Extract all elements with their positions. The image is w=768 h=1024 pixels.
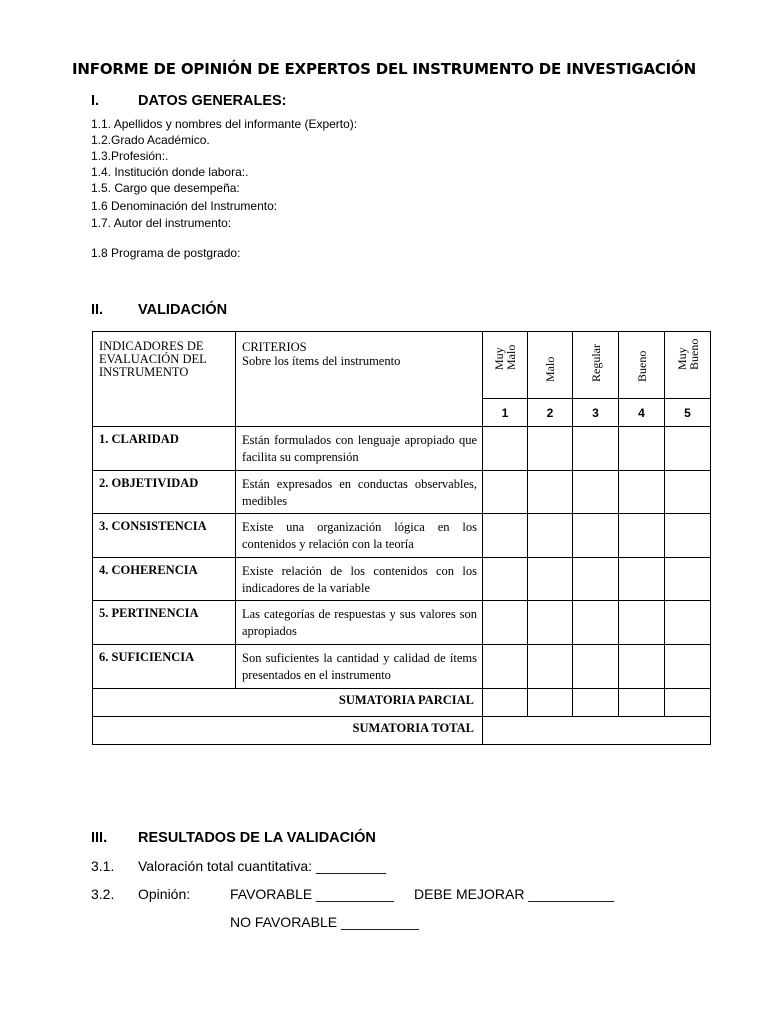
indicator-objetividad: 2. OBJETIVIDAD [93, 471, 236, 514]
rating-cell[interactable] [619, 558, 665, 601]
header-criteria-title: CRITERIOS [242, 340, 307, 354]
rating-cell[interactable] [483, 558, 528, 601]
rating-cell[interactable] [483, 514, 528, 558]
scale-label-regular: Regular [588, 344, 603, 382]
criteria-consistencia: Existe una organización lógica en los contenidos y relación con la teoría [236, 514, 483, 558]
rating-cell[interactable] [619, 427, 665, 471]
criteria-suficiencia: Son suficientes la cantidad y calidad de ítems presentados en el instrumento [236, 645, 483, 689]
scale-header-malo [528, 332, 573, 399]
table-row [93, 427, 711, 471]
rating-cell[interactable] [528, 514, 573, 558]
rating-cell[interactable] [483, 601, 528, 645]
criteria-objetividad: Están expresados en conductas observables, medibles [236, 471, 483, 514]
section-3-title: RESULTADOS DE LA VALIDACIÓN [138, 830, 376, 846]
partial-sum-label: SUMATORIA PARCIAL [93, 689, 483, 717]
field-expert-name: 1.1. Apellidos y nombres del informante (Experto): [91, 117, 358, 131]
scale-label-muy-malo: Muy Malo [492, 344, 518, 370]
criteria-pertinencia: Las categorías de respuestas y sus valores son apropiados [236, 601, 483, 645]
partial-sum-cell[interactable] [483, 689, 528, 717]
rating-cell[interactable] [665, 645, 711, 689]
table-row [93, 645, 711, 689]
table-header-row [93, 332, 711, 399]
scale-header-regular [573, 332, 619, 399]
rating-cell[interactable] [665, 427, 711, 471]
partial-sum-cell[interactable] [619, 689, 665, 717]
header-indicators: INDICADORES DE EVALUACIÓN DEL INSTRUMENTO [93, 332, 236, 427]
rating-cell[interactable] [528, 558, 573, 601]
rating-cell[interactable] [528, 471, 573, 514]
rating-cell[interactable] [573, 601, 619, 645]
header-criteria-subtitle: Sobre los ítems del instrumento [242, 354, 401, 368]
scale-label-bueno: Bueno [634, 350, 649, 382]
criteria-claridad: Están formulados con lenguaje apropiado que facilita su comprensión [236, 427, 483, 471]
scale-number-5: 5 [665, 399, 711, 427]
partial-sum-cell[interactable] [573, 689, 619, 717]
rating-cell[interactable] [665, 601, 711, 645]
scale-number-2: 2 [528, 399, 573, 427]
rating-cell[interactable] [573, 645, 619, 689]
partial-sum-row [93, 689, 711, 717]
rating-cell[interactable] [665, 471, 711, 514]
scale-header-bueno [619, 332, 665, 399]
rating-cell[interactable] [665, 558, 711, 601]
table-row [93, 514, 711, 558]
rating-cell[interactable] [573, 427, 619, 471]
scale-header-muy-bueno [665, 332, 711, 399]
opinion-debe-mejorar[interactable]: DEBE MEJORAR ___________ [414, 886, 614, 902]
field-instrument-author: 1.7. Autor del instrumento: [91, 216, 232, 230]
header-criteria [236, 332, 483, 427]
rating-cell[interactable] [573, 471, 619, 514]
validation-table [92, 331, 711, 745]
rating-cell[interactable] [483, 427, 528, 471]
section-2-number: II. [91, 302, 104, 318]
rating-cell[interactable] [619, 471, 665, 514]
field-institution: 1.4. Institución donde labora:. [91, 165, 249, 179]
scale-number-4: 4 [619, 399, 665, 427]
table-row [93, 601, 711, 645]
total-sum-cell[interactable] [483, 717, 711, 745]
rating-cell[interactable] [483, 471, 528, 514]
indicator-pertinencia: 5. PERTINENCIA [93, 601, 236, 645]
result-3-1-number: 3.1. [91, 858, 115, 874]
rating-cell[interactable] [573, 558, 619, 601]
rating-cell[interactable] [665, 514, 711, 558]
opinion-favorable[interactable]: FAVORABLE __________ [230, 886, 394, 902]
opinion-no-favorable[interactable]: NO FAVORABLE __________ [230, 914, 419, 930]
scale-label-muy-bueno: Muy Bueno [674, 338, 701, 370]
field-instrument-name: 1.6 Denominación del Instrumento: [91, 199, 278, 213]
rating-cell[interactable] [573, 514, 619, 558]
total-sum-row [93, 717, 711, 745]
indicator-coherencia: 4. COHERENCIA [93, 558, 236, 601]
rating-cell[interactable] [483, 645, 528, 689]
section-2-title: VALIDACIÓN [138, 302, 228, 318]
opinion-label: Opinión: [138, 886, 191, 902]
field-position: 1.5. Cargo que desempeña: [91, 181, 240, 195]
result-3-2-number: 3.2. [91, 886, 115, 902]
indicator-consistencia: 3. CONSISTENCIA [93, 514, 236, 558]
field-profession: 1.3.Profesión:. [91, 149, 169, 163]
partial-sum-cell[interactable] [528, 689, 573, 717]
section-3-number: III. [91, 830, 108, 846]
table-row [93, 558, 711, 601]
criteria-coherencia: Existe relación de los contenidos con los indicadores de la variable [236, 558, 483, 601]
quantitative-total-field[interactable]: Valoración total cuantitativa: _________ [138, 858, 387, 874]
rating-cell[interactable] [619, 601, 665, 645]
field-academic-degree: 1.2.Grado Académico. [91, 133, 210, 147]
section-1-number: I. [91, 93, 100, 109]
total-sum-label: SUMATORIA TOTAL [93, 717, 483, 745]
rating-cell[interactable] [528, 601, 573, 645]
scale-number-1: 1 [483, 399, 528, 427]
indicator-suficiencia: 6. SUFICIENCIA [93, 645, 236, 689]
rating-cell[interactable] [619, 645, 665, 689]
scale-number-3: 3 [573, 399, 619, 427]
partial-sum-cell[interactable] [665, 689, 711, 717]
rating-cell[interactable] [528, 645, 573, 689]
scale-label-malo: Malo [543, 356, 557, 382]
section-1-title: DATOS GENERALES: [138, 93, 287, 109]
table-row [93, 471, 711, 514]
indicator-claridad: 1. CLARIDAD [93, 427, 236, 471]
field-postgraduate-program: 1.8 Programa de postgrado: [91, 246, 241, 260]
rating-cell[interactable] [619, 514, 665, 558]
document-title: INFORME DE OPINIÓN DE EXPERTOS DEL INSTRUMENTO DE INVESTIGACIÓN [72, 60, 696, 78]
rating-cell[interactable] [528, 427, 573, 471]
scale-header-muy-malo [483, 332, 528, 399]
